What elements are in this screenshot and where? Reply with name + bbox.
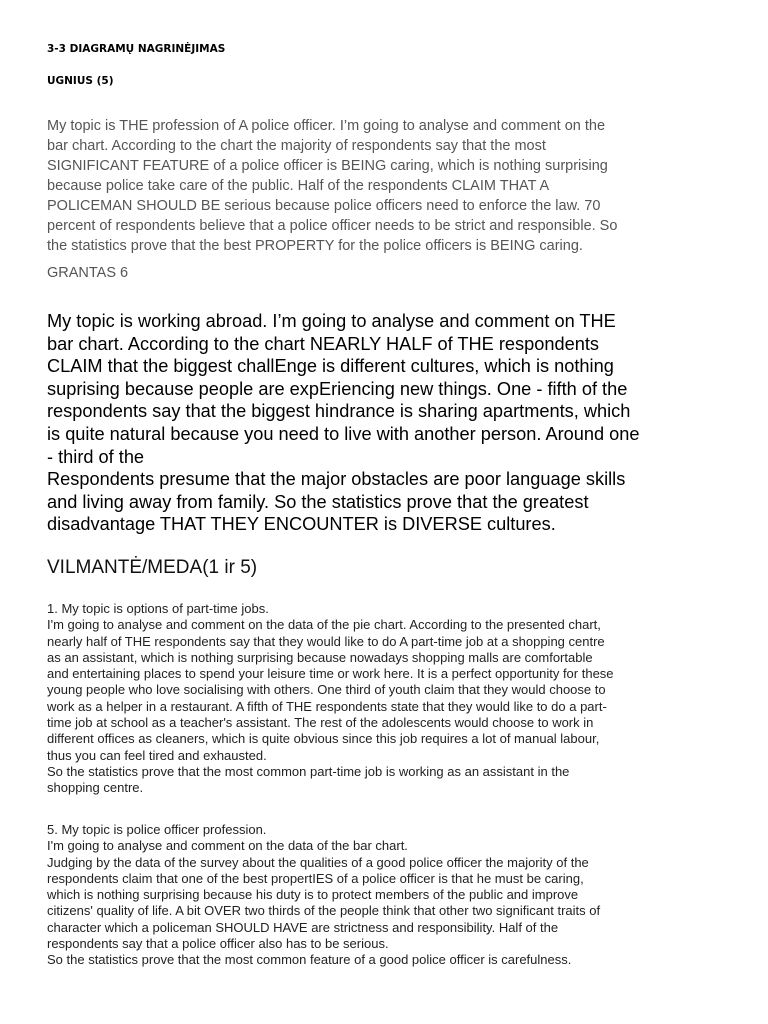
paragraph-line: time job at school as a teacher's assistant. The rest of the adolescents would choose to work in <box>47 715 594 731</box>
paragraph-line: My topic is THE profession of A police officer. I’m going to analyse and comment on the <box>47 118 606 134</box>
paragraph-line: bar chart. According to the chart NEARLY HALF of THE respondents <box>47 333 599 354</box>
paragraph-line: bar chart. According to the chart the majority of respondents say that the most <box>47 138 546 154</box>
paragraph-line: 5. My topic is police officer profession. <box>47 822 267 837</box>
paragraph-line: because police take care of the public. Half of the respondents CLAIM THAT A <box>47 178 550 194</box>
paragraph-line: - third of the <box>47 446 145 467</box>
paragraph-line: the statistics prove that the best PROPERTY for the police officers is BEING caring. <box>47 238 583 254</box>
paragraph-line: as an assistant, which is nothing surprising because nowadays shopping malls are comfortable <box>47 649 593 665</box>
paragraph-line: shopping centre. <box>47 780 144 796</box>
document-title: 3-3 DIAGRAMŲ NAGRINĖJIMAS <box>47 43 226 55</box>
paragraph-line: POLICEMAN SHOULD BE serious because police officers need to enforce the law. 70 <box>47 198 601 214</box>
paragraph-line: respondents claim that one of the best propertIES of a police officer is that he must be caring, <box>47 870 584 886</box>
paragraph-line: respondents say that a police officer also has to be serious. <box>47 936 389 952</box>
paragraph-line: Judging by the data of the survey about the qualities of a good police officer the majority of the <box>47 854 589 870</box>
paragraph-part-time-jobs <box>47 601 737 797</box>
paragraph-line: citizens' quality of life. A bit OVER two thirds of the people think that other two significant traits of <box>47 903 601 919</box>
paragraph-line: and entertaining places to spend your leisure time or work here. It is a perfect opportunity for these <box>47 666 614 682</box>
section-author-vilmante-meda: VILMANTĖ/MEDA(1 ir 5) <box>47 557 258 578</box>
paragraph-line: 1. My topic is options of part-time jobs. <box>47 601 269 616</box>
paragraph-line: respondents say that the biggest hindrance is sharing apartments, which <box>47 401 631 422</box>
paragraph-line: which is nothing surprising because his duty is to protect members of the public and improve <box>47 887 579 903</box>
paragraph-line: I'm going to analyse and comment on the data of the bar chart. <box>47 838 408 854</box>
paragraph-line: So the statistics prove that the most common feature of a good police officer is carefulness. <box>47 952 572 968</box>
paragraph-line: is quite natural because you need to live with another person. Around one <box>47 423 640 444</box>
paragraph-police-profession <box>47 822 737 969</box>
paragraph-line: character which a policeman SHOULD HAVE are strictness and responsibility. Half of the <box>47 919 559 935</box>
paragraph-line: Respondents presume that the major obstacles are poor language skills <box>47 469 626 490</box>
paragraph-line: So the statistics prove that the most common part-time job is working as an assistant in the <box>47 763 570 779</box>
paragraph-line: different offices as cleaners, which is quite obvious since this job requires a lot of manual labour, <box>47 731 600 747</box>
paragraph-line: thus you can feel tired and exhausted. <box>47 747 267 763</box>
paragraph-line: nearly half of THE respondents say that they would like to do A part-time job at a shopping centre <box>47 633 605 649</box>
paragraph-line: suprising because people are expEriencing new things. One - fifth of the <box>47 378 628 399</box>
paragraph-line: disadvantage THAT THEY ENCOUNTER is DIVERSE cultures. <box>47 514 556 535</box>
paragraph-line: I'm going to analyse and comment on the data of the pie chart. According to the presented chart, <box>47 617 601 633</box>
paragraph-line: SIGNIFICANT FEATURE of a police officer is BEING caring, which is nothing surprising <box>47 158 608 174</box>
paragraph-working-abroad <box>47 310 737 536</box>
paragraph-line: percent of respondents believe that a police officer needs to be strict and responsible. So <box>47 218 618 234</box>
paragraph-police-officer <box>47 116 737 256</box>
section-author-ugnius: UGNIUS (5) <box>47 75 114 87</box>
section-author-grantas: GRANTAS 6 <box>47 265 129 281</box>
paragraph-line: CLAIM that the biggest challEnge is different cultures, which is nothing <box>47 356 614 377</box>
paragraph-line: young people who love socialising with others. One third of youth claim that they would choose to <box>47 682 606 698</box>
paragraph-line: and living away from family. So the statistics prove that the greatest <box>47 491 589 512</box>
paragraph-line: work as a helper in a restaurant. A fifth of THE respondents state that they would like to do a part- <box>47 698 607 714</box>
paragraph-line: My topic is working abroad. I’m going to analyse and comment on THE <box>47 311 616 331</box>
